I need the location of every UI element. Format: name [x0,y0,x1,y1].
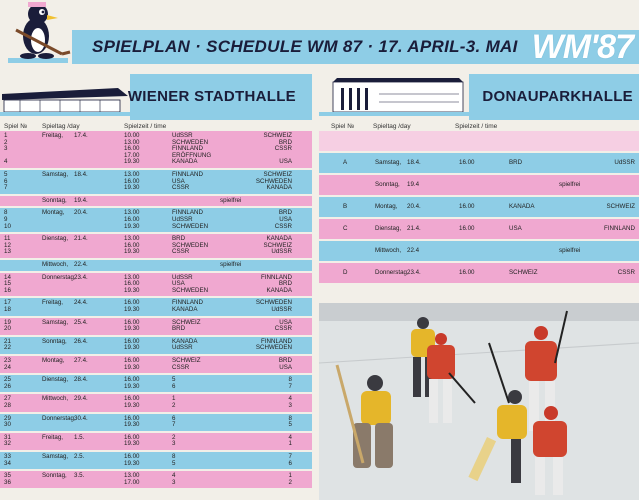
team-home: BRD [509,158,523,166]
date: 22.4 [407,246,420,254]
day-name: Dienstag, [42,235,69,243]
schedule-row [319,219,639,239]
day-name: Mittwoch, [42,261,69,268]
game-number: A [343,158,348,166]
game-number: 35 36 [4,472,11,486]
start-time: 16.00 19.30 [124,453,140,467]
team-away: SCHWEIZ SCHWEDEN KANADA [255,171,292,192]
game-number: 23 24 [4,357,11,371]
date: 26.4. [74,337,88,345]
game-number: B [343,202,348,210]
date: 19.4 [407,180,420,188]
day-name: Dienstag, [375,224,402,232]
day-name: Sonntag, [42,337,67,345]
schedule-row [319,175,639,195]
game-number: C [343,224,348,232]
date: 20.4. [407,202,421,210]
date: 23.4. [407,268,421,276]
game-number: 27 28 [4,395,11,409]
team-home: 4 3 [172,472,176,486]
day-name: Mittwoch, [42,395,69,403]
team-home: FINNLAND UdSSR SCHWEDEN [172,209,209,230]
date: 19.4. [74,196,88,204]
schedule-row [0,131,312,168]
start-time: 16.00 19.30 [124,357,140,371]
start-time: 13.00 16.00 19.30 [124,209,140,230]
schedule-row [319,131,639,151]
team-away: SCHWEIZ BRD CSSR USA [263,132,292,166]
day-name: Donnerstag, [375,268,409,276]
schedule-row [0,471,312,488]
schedule-row [0,298,312,315]
start-time: 13.00 16.00 19.30 [124,171,140,192]
day-name: Samstag, [42,171,69,178]
day-name: Montag, [42,357,65,364]
column-header-game: Spiel № [331,123,355,130]
game-number: 14 15 16 [4,273,11,294]
column-header-time: Spielzeit / time [455,123,498,130]
date: 25.4. [74,318,88,326]
hockey-game-illustration [319,303,639,500]
schedule-row [319,263,639,283]
day-name: Dienstag, [42,376,69,384]
game-number: 25 26 [4,376,11,390]
venue-name-right: DONAUPARKHALLE [482,88,633,105]
schedule-row [0,273,312,297]
game-number: 1 2 3 4 [4,132,8,166]
start-time: 16.00 19.30 [124,414,140,429]
column-header-game: Spiel № [4,123,28,130]
header [0,0,639,72]
schedule-row [0,433,312,450]
start-time: 10.00 13.00 16.00 17.00 19.30 [124,132,140,166]
team-home: 8 5 [172,453,176,467]
date: 30.4. [74,414,88,422]
team-away: 4 3 [288,395,292,409]
day-name: Freitag, [42,299,63,307]
schedule-row [0,452,312,469]
team-home: FINNLAND KANADA [172,299,203,313]
schedule-row [319,153,639,173]
team-away: USA CSSR [274,318,292,333]
day-name: Samstag, [42,453,69,460]
game-number: 31 32 [4,433,11,448]
hockey-photo [319,303,639,500]
schedule-row [0,375,312,392]
title-bar [72,30,639,64]
donauparkhalle-building-icon [319,74,469,120]
team-home: 5 6 [172,376,176,390]
team-home: USA [509,224,522,232]
team-away: FINNLAND [604,224,635,232]
schedule-row [0,260,312,271]
start-time: 16.00 19.30 [124,318,140,333]
team-away: KANADA SCHWEIZ UdSSR [263,235,292,256]
game-number: 17 18 [4,299,11,313]
game-number: 21 22 [4,337,11,352]
schedule-row [0,394,312,411]
game-number: 11 12 13 [4,235,11,256]
start-time: 16.00 19.30 [124,337,140,352]
day-name: Montag, [375,202,398,210]
schedule-row [0,170,312,194]
team-away: BRD USA CSSR [274,209,292,230]
wm-logo: WM'87 [531,28,633,66]
schedule-row [319,197,639,217]
page-title: SPIELPLAN · SCHEDULE WM 87 · 17. APRIL-3. MAI [92,37,518,56]
start-time: 16.00 [459,224,475,232]
team-away: FINNLAND SCHWEDEN [255,337,292,352]
venue-header-left [0,74,312,120]
team-home: SCHWEIZ [509,268,538,276]
team-away: 1 2 [288,472,292,486]
team-home: BRD SCHWEDEN CSSR [172,235,209,256]
mascot-penguin-icon [2,0,74,70]
day-name: Freitag, [42,132,63,139]
team-home: FINNLAND USA CSSR [172,171,203,192]
team-away: 8 5 [288,414,292,429]
team-home: SCHWEIZ BRD [172,318,201,333]
start-time: 16.00 19.30 [124,299,140,313]
rest-day-label: spielfrei [559,180,581,188]
team-home: 2 3 [172,433,176,448]
date: 18.4. [74,171,88,178]
day-name: Sonntag, [375,180,400,188]
team-home: KANADA UdSSR [172,337,198,352]
venue-name-left: WIENER STADTHALLE [127,88,296,105]
start-time: 13.00 16.00 19.30 [124,235,140,256]
start-time: 16.00 [459,268,475,276]
team-away: SCHWEIZ [606,202,635,210]
day-name: Donnerstag, [42,273,76,281]
start-time: 16.00 19.30 [124,433,140,448]
date: 20.4. [74,209,88,217]
team-away: 7 6 [288,453,292,467]
start-time: 16.00 19.30 [124,395,140,409]
column-header-day: Spieltag /day [42,123,80,130]
team-away: UdSSR [614,158,635,166]
game-number: 8 9 10 [4,209,11,230]
team-away: FINNLAND BRD KANADA [261,273,292,294]
day-name: Donnerstag, [42,414,76,422]
date: 18.4. [407,158,421,166]
day-name: Sonntag, [42,196,67,204]
date: 28.4. [74,376,88,384]
date: 17.4. [74,132,88,139]
start-time: 13.00 17.00 [124,472,140,486]
game-number: 33 34 [4,453,11,467]
date: 21.4. [74,235,88,243]
team-away: SCHWEDEN UdSSR [255,299,292,313]
rest-day-label: spielfrei [220,261,242,268]
date: 27.4. [74,357,88,364]
schedule-table-donauparkhalle [319,131,639,303]
rest-day-label: spielfrei [559,246,581,254]
schedule-table-stadthalle [0,131,312,500]
schedule-row [0,414,312,431]
date: 2.5. [74,453,85,460]
game-number: 29 30 [4,414,11,429]
stadthalle-building-icon [0,74,130,120]
day-name: Freitag, [42,433,63,441]
team-home: UdSSR SCHWEDEN FINNLAND ERÖFFNUNG KANADA [172,132,212,166]
date: 21.4. [407,224,421,232]
team-home: UdSSR USA SCHWEDEN [172,273,209,294]
schedule-row [0,196,312,207]
start-time: 16.00 [459,158,475,166]
column-header-time: Spielzeit / time [124,123,167,130]
game-number: D [343,268,348,276]
start-time: 13.00 16.00 19.30 [124,273,140,294]
start-time: 16.00 19.30 [124,376,140,390]
venue-header-right [319,74,639,120]
schedule-row [319,241,639,261]
schedule-row [0,208,312,232]
team-home: 1 2 [172,395,176,409]
day-name: Sonntag, [42,472,67,480]
schedule-row [0,318,312,335]
game-number: 19 20 [4,318,11,333]
date: 24.4. [74,299,88,307]
day-name: Samstag, [375,158,402,166]
day-name: Samstag, [42,318,69,326]
day-name: Montag, [42,209,65,217]
team-away: BRD USA [278,357,292,371]
date: 3.5. [74,472,85,480]
date: 29.4. [74,395,88,403]
schedule-row [0,356,312,373]
team-away: 8 7 [288,376,292,390]
day-name: Mittwoch, [375,246,402,254]
schedule-row [0,337,312,354]
rest-day-label: spielfrei [220,196,242,204]
team-away: 4 1 [288,433,292,448]
start-time: 16.00 [459,202,475,210]
date: 22.4. [74,261,88,268]
team-home: 6 7 [172,414,176,429]
team-home: KANADA [509,202,535,210]
game-number: 5 6 7 [4,171,8,192]
team-home: SCHWEIZ CSSR [172,357,201,371]
date: 23.4. [74,273,88,281]
team-away: CSSR [617,268,635,276]
schedule-row [0,234,312,258]
column-header-day: Spieltag /day [373,123,411,130]
date: 1.5. [74,433,85,441]
